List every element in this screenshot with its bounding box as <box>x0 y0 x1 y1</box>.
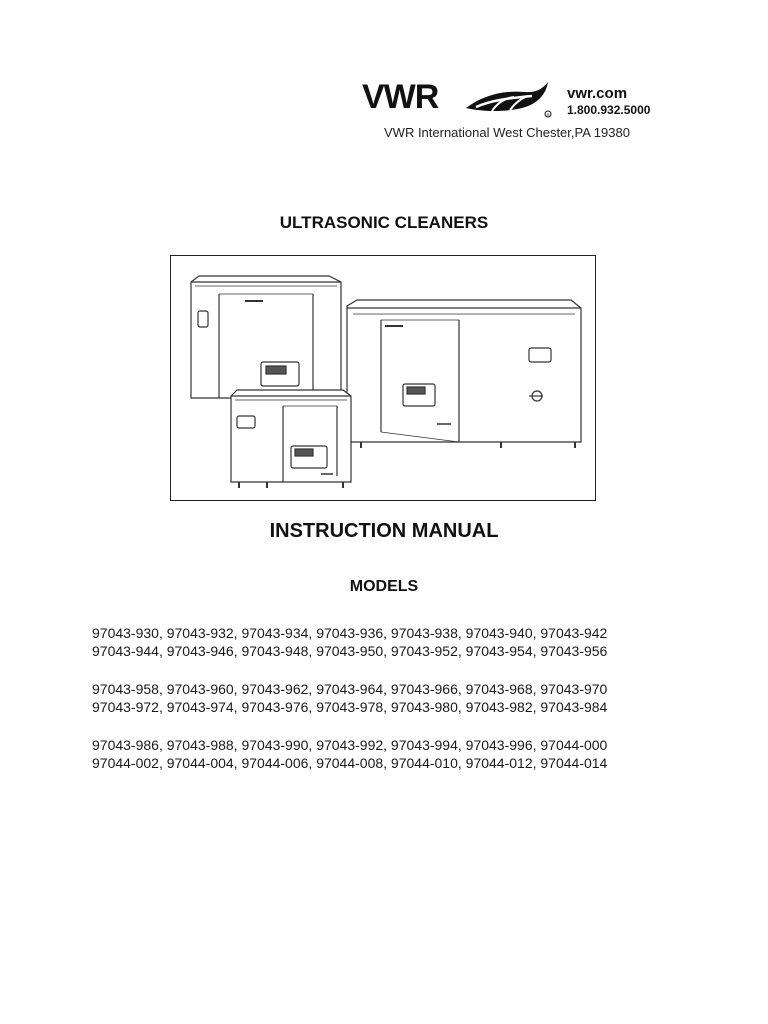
model-line: 97043-958, 97043-960, 97043-962, 97043-964, 97043-966, 97043-968, 97043-970 <box>92 681 608 697</box>
model-group <box>92 680 692 716</box>
model-line: 97043-972, 97043-974, 97043-976, 97043-978, 97043-980, 97043-982, 97043-984 <box>92 699 608 715</box>
document-header <box>0 0 768 150</box>
model-line: 97044-002, 97044-004, 97044-006, 97044-008, 97044-010, 97044-012, 97044-014 <box>92 755 608 771</box>
model-line: 97043-930, 97043-932, 97043-934, 97043-936, 97043-938, 97043-940, 97043-942 <box>92 625 608 641</box>
vwr-logo <box>362 78 558 122</box>
model-line: 97043-986, 97043-988, 97043-990, 97043-992, 97043-994, 97043-996, 97044-000 <box>92 737 608 753</box>
company-address: VWR International West Chester,PA 19380 <box>384 125 630 140</box>
model-group <box>92 624 692 660</box>
ultrasonic-cleaner-units-illustration-icon <box>171 256 595 500</box>
model-line: 97043-944, 97043-946, 97043-948, 97043-950, 97043-952, 97043-954, 97043-956 <box>92 643 608 659</box>
models-heading: MODELS <box>349 578 419 595</box>
svg-text:R: R <box>546 112 550 117</box>
model-group <box>92 736 692 772</box>
phone-number: 1.800.932.5000 <box>567 103 651 117</box>
manual-title: INSTRUCTION MANUAL <box>269 520 499 542</box>
product-illustration <box>170 255 596 501</box>
product-title: ULTRASONIC CLEANERS <box>279 213 489 232</box>
website-url: vwr.com <box>567 85 628 102</box>
model-list <box>92 624 692 792</box>
contact-block <box>567 86 650 117</box>
logo-wordmark: VWR <box>362 78 439 116</box>
leaf-logo-icon <box>462 78 554 120</box>
